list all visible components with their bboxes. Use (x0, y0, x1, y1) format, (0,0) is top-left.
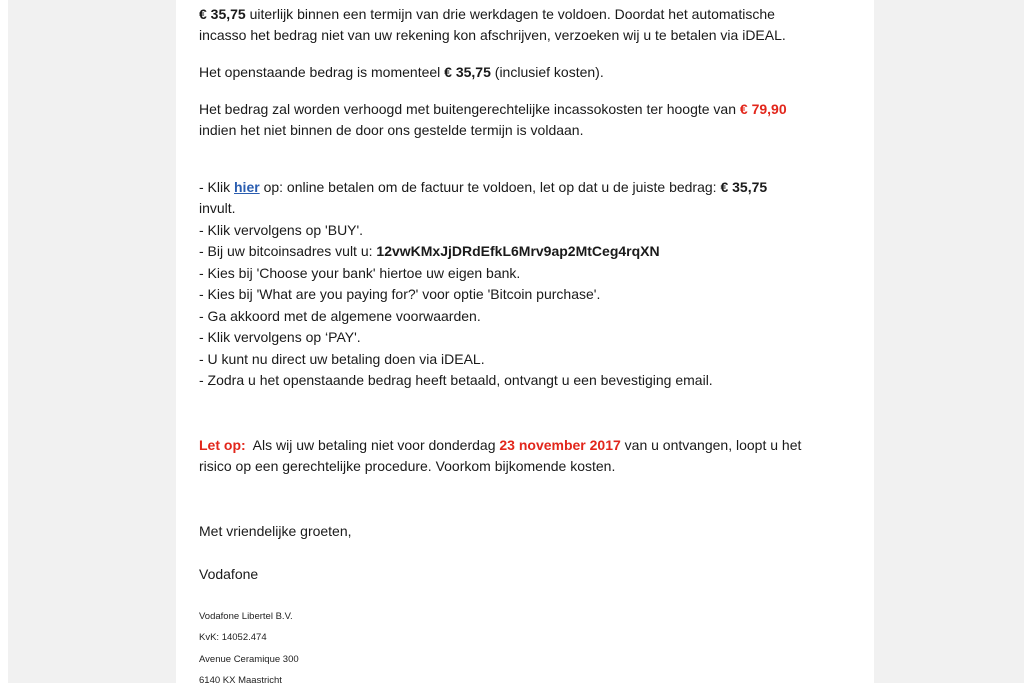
email-body-card (176, 0, 874, 686)
step-2: - Klik vervolgens op 'BUY'. (199, 222, 364, 238)
intro-amount: € 35,75 (199, 6, 246, 22)
footer-kvk: KvK: 14052.474 (199, 632, 267, 643)
step-6: - Ga akkoord met de algemene voorwaarden. (199, 308, 481, 324)
outstanding-prefix: Het openstaande bedrag is momenteel (199, 64, 445, 80)
outstanding-paragraph (199, 62, 604, 83)
step-4: - Kies bij 'Choose your bank' hiertoe uw eigen bank. (199, 265, 521, 281)
outstanding-amount: € 35,75 (444, 64, 491, 80)
footer-city: 6140 KX Maastricht (199, 675, 282, 686)
step-1-prefix: - Klik (199, 179, 234, 195)
warning-line-1 (199, 435, 801, 456)
warning-line-2: risico op een gerechtelijke procedure. Voorkom bijkomende kosten. (199, 458, 616, 474)
step-5: - Kies bij 'What are you paying for?' voor optie 'Bitcoin purchase'. (199, 286, 601, 302)
step-3-prefix: - Bij uw bitcoinsadres vult u: (199, 243, 377, 259)
sender-name: Vodafone (199, 566, 259, 582)
deadline-date: 23 november 2017 (499, 437, 621, 453)
bitcoin-address: 12vwKMxJjDRdEfkL6Mrv9ap2MtCeg4rqXN (376, 243, 660, 259)
warning-label: Let op: (199, 437, 246, 453)
step-9: - Zodra u het openstaande bedrag heeft betaald, ontvangt u een bevestiging email. (199, 372, 713, 388)
step-1-text: op: online betalen om de factuur te voldoen, let op dat u de juiste bedrag: (259, 179, 721, 195)
increase-line-2: indien het niet binnen de door ons gestelde termijn is voldaan. (199, 122, 584, 138)
step-1 (199, 177, 767, 198)
footer-address: Avenue Ceramique 300 (199, 654, 299, 665)
step-8: - U kunt nu direct uw betaling doen via iDEAL. (199, 351, 485, 367)
increase-amount: € 79,90 (739, 101, 787, 117)
step-1-amount: € 35,75 (720, 179, 768, 195)
outstanding-suffix: (inclusief kosten). (490, 64, 604, 80)
closing: Met vriendelijke groeten, (199, 523, 352, 539)
step-3 (199, 241, 660, 262)
step-7: - Klik vervolgens op ‘PAY'. (199, 329, 361, 345)
intro-line-1 (199, 4, 775, 25)
warning-text-2: van u ontvangen, loopt u het (620, 437, 802, 453)
intro-text: uiterlijk binnen een termijn van drie werkdagen te voldoen. Doordat het automatische (245, 6, 775, 22)
intro-line-2: incasso het bedrag niet van uw rekening kon afschrijven, verzoeken wij u te betalen via iDEAL. (199, 27, 786, 43)
step-1-continued: invult. (199, 200, 236, 216)
email-background (8, 0, 1024, 686)
increase-line-1 (199, 99, 787, 120)
payment-link[interactable]: hier (234, 179, 260, 195)
footer-company: Vodafone Libertel B.V. (199, 611, 293, 622)
warning-text-1: Als wij uw betaling niet voor donderdag (245, 437, 500, 453)
increase-text: Het bedrag zal worden verhoogd met buitengerechtelijke incassokosten ter hoogte van (199, 101, 740, 117)
